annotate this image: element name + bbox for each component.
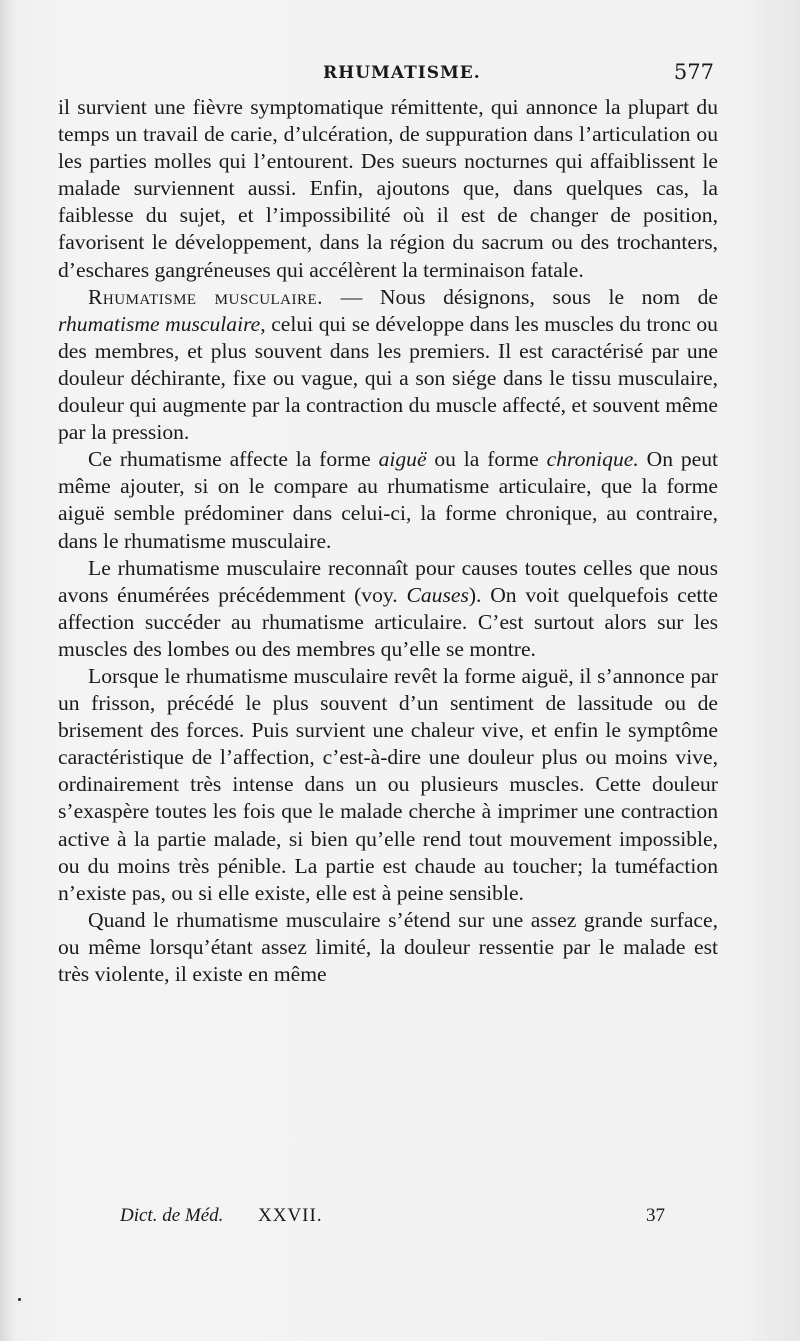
text-run: celui qui se développe dans les muscles du tronc ou des membres, et plus souvent dans les premiers. Il est caractérisé par une douleur déchirante, fixe ou vague, qui a son siége dans le tissu musculaire, douleur qui augmente par la contraction du muscle affecté, et souvent même par la pression. bbox=[58, 311, 718, 445]
running-head: RHUMATISME. bbox=[323, 63, 481, 83]
ink-speck bbox=[18, 1298, 21, 1301]
page-number: 577 bbox=[673, 60, 714, 84]
text-run: Le rhumatisme musculaire reconnaît pour causes toutes celles que nous avons énumérées précédemment (voy. bbox=[58, 555, 718, 607]
paragraph bbox=[58, 555, 718, 663]
paragraph bbox=[58, 94, 718, 284]
italic-term: aiguë bbox=[378, 447, 427, 472]
text-run: ). On voit quelquefois cette affection succéder au rhumatisme articulaire. C’est surtout alors sur les muscles des lombes ou des membres qu’elle se montre. bbox=[58, 582, 718, 661]
volume-number: XXVII. bbox=[258, 1205, 323, 1226]
paragraph bbox=[58, 663, 718, 907]
italic-term: rhumatisme musculaire, bbox=[58, 311, 266, 336]
text-run: Ce rhumatisme affecte la forme bbox=[88, 447, 379, 472]
paragraph bbox=[58, 907, 718, 988]
paragraph bbox=[58, 446, 718, 554]
paragraph bbox=[58, 284, 718, 447]
text-run: il survient une fièvre symptomatique rémittente, qui annonce la plupart du temps un travail de carie, d’ulcération, de suppuration dans l’articulation ou les parties molles qui l’entourent. Des sueurs nocturnes qui affaiblissent le malade surviennent aussi. Enfin, ajoutons que, dans quelques cas, la faiblesse du sujet, et l’impossibilité où il est de changer de position, favorisent le développement, dans la région du sacrum ou des trochanters, d’eschares gangréneuses qui accélèrent la terminaison fatale. bbox=[58, 95, 718, 282]
page-footer bbox=[58, 1205, 718, 1231]
text-run: — Nous désignons, sous le nom de bbox=[323, 284, 718, 309]
section-heading: Rhumatisme musculaire. bbox=[88, 284, 324, 309]
signature-mark: 37 bbox=[646, 1205, 665, 1226]
text-run: Lorsque le rhumatisme musculaire revêt la forme aiguë, il s’annonce par un frisson, précédé le plus souvent d’un sentiment de lassitude ou de brisement des forces. Puis survient une chaleur vive, et enfin le symptôme caractéristique de l’affection, c’est-à-dire une douleur plus ou moins vive, ordinairement très intense dans un ou plusieurs muscles. Cette douleur s’exaspère toutes les fois que le malade cherche à imprimer une contraction active à la partie malade, si bien qu’elle rend tout mouvement impossible, ou du moins très pénible. La partie est chaude au toucher; la tuméfaction n’existe pas, ou si elle existe, elle est à peine sensible. bbox=[58, 663, 718, 905]
page-header bbox=[58, 60, 718, 88]
italic-term: chronique. bbox=[546, 447, 639, 472]
text-run: Quand le rhumatisme musculaire s’étend sur une assez grande surface, ou même lorsqu’étant assez limité, la douleur ressentie par le malade est très violente, il existe en même bbox=[58, 907, 718, 986]
italic-term: Causes bbox=[406, 582, 469, 607]
text-run: On peut même ajouter, si on le compare au rhumatisme articulaire, que la forme aiguë semble prédominer dans celui-ci, la forme chronique, au contraire, dans le rhumatisme musculaire. bbox=[58, 447, 718, 553]
body-text bbox=[58, 94, 718, 988]
work-title: Dict. de Méd. bbox=[120, 1205, 224, 1226]
text-run: ou la forme bbox=[426, 447, 547, 472]
